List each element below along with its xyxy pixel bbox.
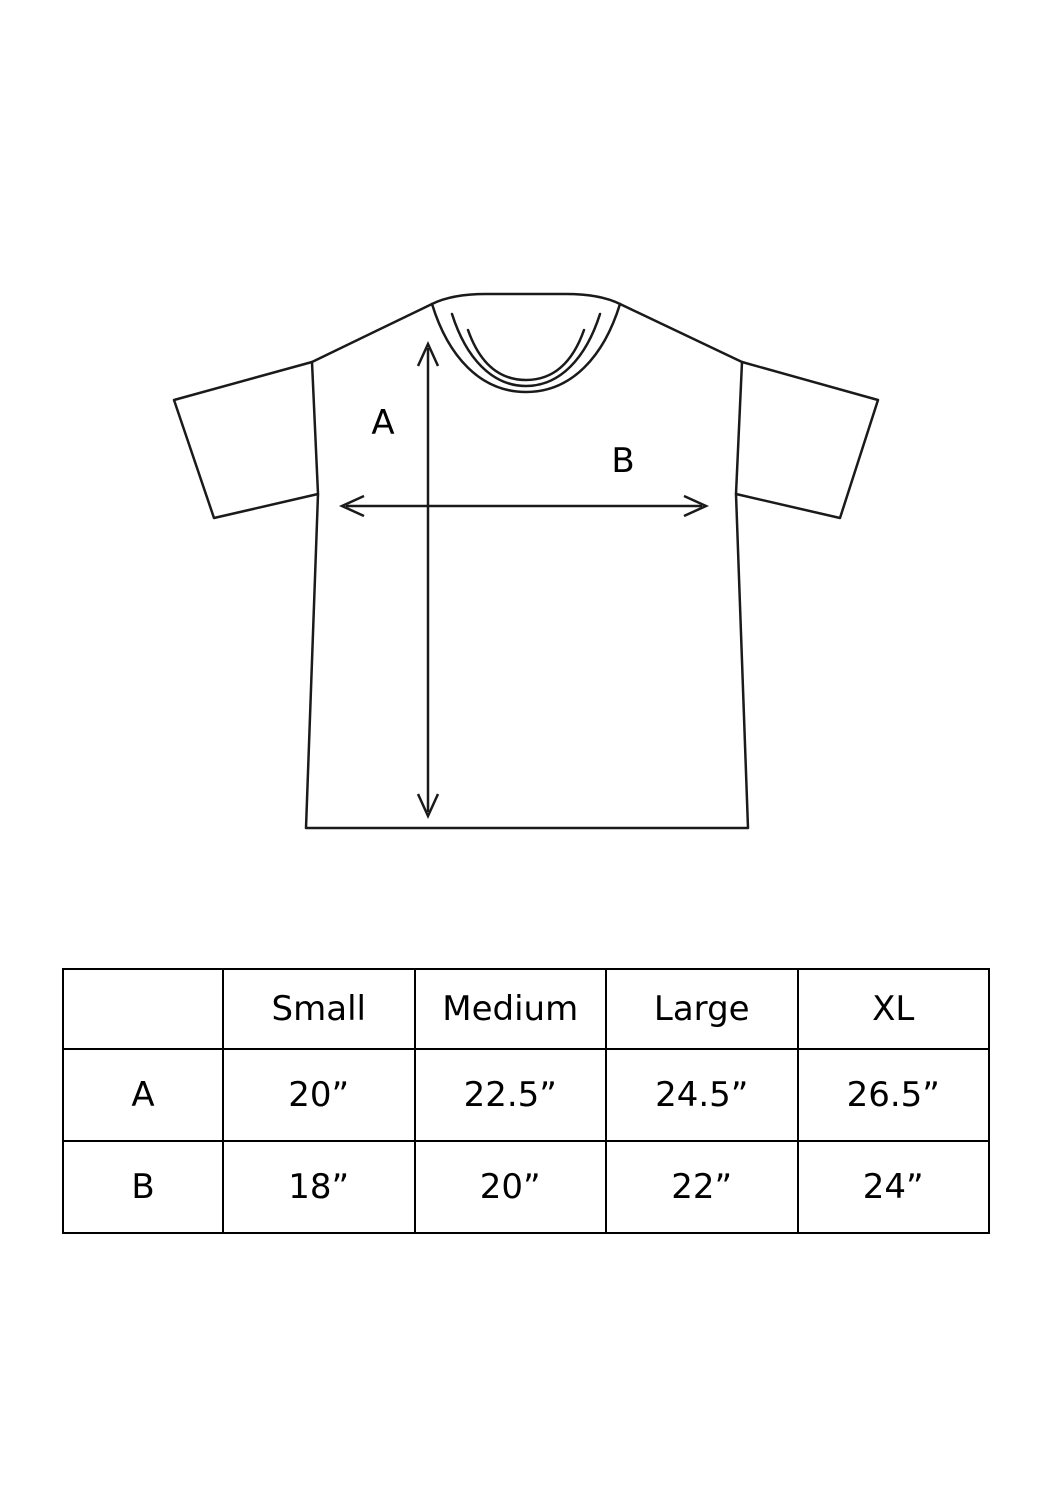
table-header-row	[63, 969, 989, 1049]
size-chart-body	[63, 1049, 989, 1233]
dimension-arrow-a	[418, 344, 438, 816]
cell-a-large: 24.5”	[606, 1049, 798, 1141]
dimension-label-b: B	[611, 441, 635, 481]
cell-a-small: 20”	[223, 1049, 415, 1141]
cell-b-medium: 20”	[415, 1141, 607, 1233]
size-chart-table-container	[62, 968, 990, 1234]
cell-b-large: 22”	[606, 1141, 798, 1233]
header-size-medium: Medium	[415, 969, 607, 1049]
header-size-xl: XL	[798, 969, 990, 1049]
row-label-b: B	[63, 1141, 223, 1233]
header-corner-cell	[63, 969, 223, 1049]
cell-b-xl: 24”	[798, 1141, 990, 1233]
dimension-label-a: A	[371, 403, 395, 443]
table-row	[63, 1049, 989, 1141]
table-row	[63, 1141, 989, 1233]
cell-a-medium: 22.5”	[415, 1049, 607, 1141]
header-size-large: Large	[606, 969, 798, 1049]
size-chart-header	[63, 969, 989, 1049]
cell-a-xl: 26.5”	[798, 1049, 990, 1141]
cell-b-small: 18”	[223, 1141, 415, 1233]
row-label-a: A	[63, 1049, 223, 1141]
dimension-arrow-b	[342, 496, 706, 516]
size-chart-table	[62, 968, 990, 1234]
t-shirt-outline	[174, 294, 878, 828]
header-size-small: Small	[223, 969, 415, 1049]
